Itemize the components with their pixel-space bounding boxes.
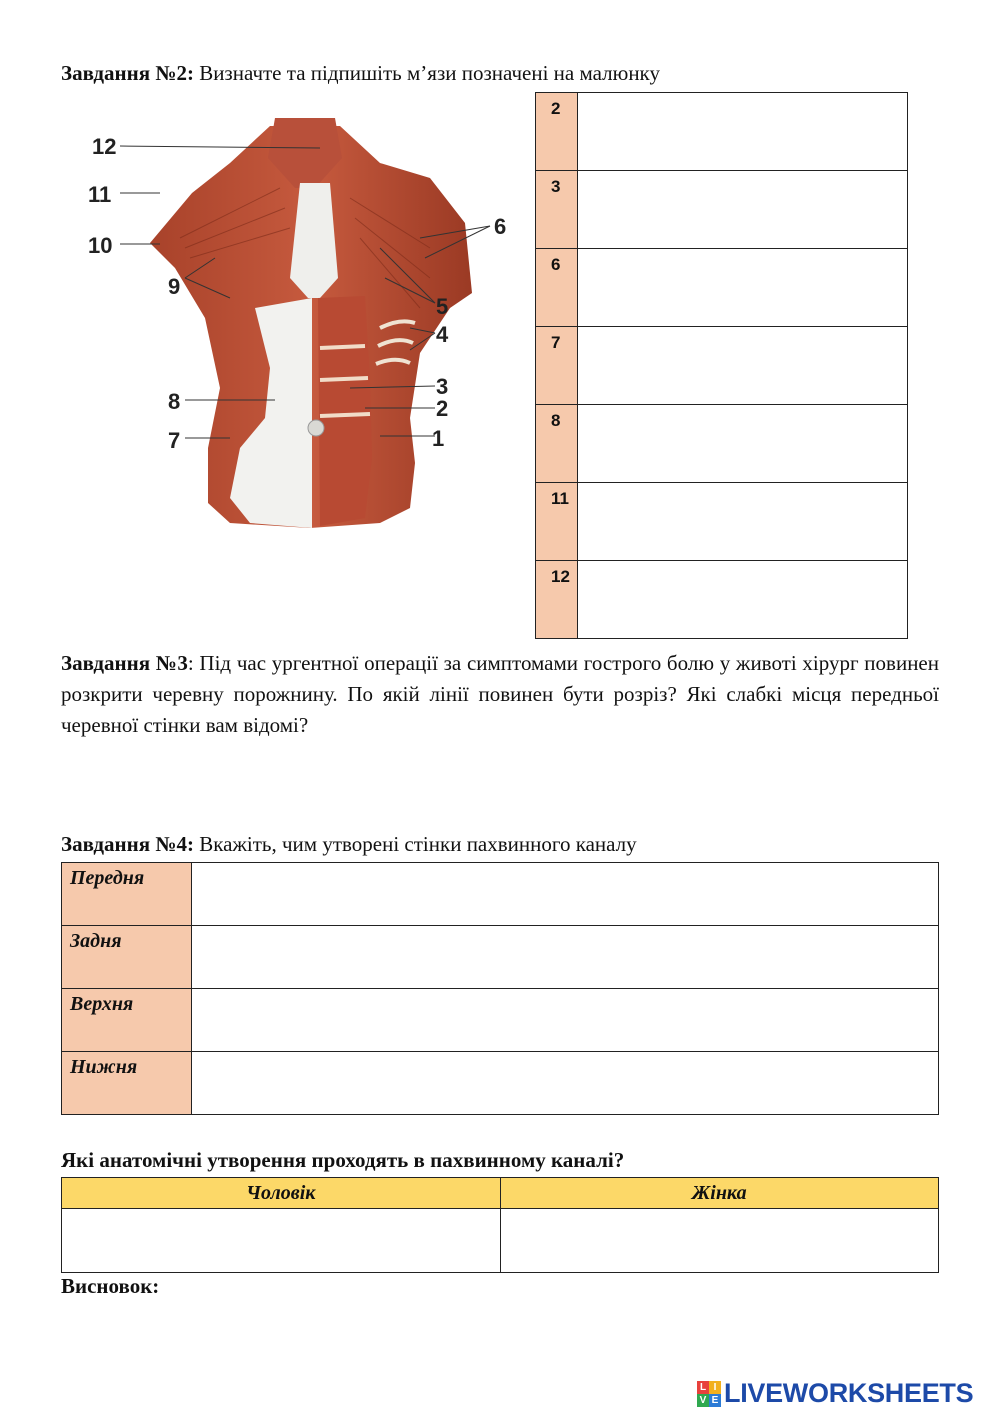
figure-label-9: 9: [168, 274, 181, 299]
table-row: [536, 483, 908, 561]
table-row: [536, 93, 908, 171]
muscle-answer-table: [535, 92, 908, 639]
table-row: [536, 405, 908, 483]
figure-label-10: 10: [88, 233, 113, 258]
table-row: [536, 561, 908, 639]
conclusion-label: Висновок:: [61, 1274, 160, 1298]
row-number: 7: [536, 327, 578, 405]
task3-paragraph: [61, 648, 939, 741]
wall-label: Нижня: [62, 1052, 192, 1115]
figure-label-1: 1: [432, 426, 445, 451]
task2-heading: [61, 58, 660, 89]
task2-title: Завдання №2:: [61, 61, 194, 85]
answer-cell[interactable]: [578, 561, 908, 639]
figure-label-11: 11: [88, 182, 112, 207]
female-answer-cell[interactable]: [500, 1209, 939, 1273]
inguinal-wall-table: [61, 862, 939, 1115]
wall-label: Верхня: [62, 989, 192, 1052]
logo-mark-letter: L: [697, 1381, 709, 1394]
task4-heading: [61, 829, 637, 860]
task4-title: Завдання №4:: [61, 832, 194, 856]
structures-table: [61, 1177, 939, 1273]
table-row: [536, 249, 908, 327]
figure-label-5: 5: [436, 294, 449, 319]
answer-cell[interactable]: [578, 93, 908, 171]
navel: [308, 420, 324, 436]
figure-label-12: 12: [92, 134, 117, 159]
answer-cell[interactable]: [578, 171, 908, 249]
structures-question: Які анатомічні утворення проходять в пахвинному каналі?: [61, 1148, 625, 1172]
torso-muscle-figure: [80, 118, 520, 538]
answer-cell[interactable]: [578, 249, 908, 327]
answer-cell[interactable]: [192, 926, 939, 989]
figure-label-7: 7: [168, 428, 181, 453]
column-male: Чоловік: [62, 1178, 501, 1209]
task3-text: : Під час ургентної операції за симптомами гострого болю у животі хірург повинен розкрити черевну порожнину. По якій лінії повинен бути розріз? Які слабкі місця передньої черевної стінки вам відомі?: [61, 651, 939, 737]
row-number: 2: [536, 93, 578, 171]
row-number: 6: [536, 249, 578, 327]
answer-cell[interactable]: [578, 483, 908, 561]
table-row: [62, 863, 939, 926]
figure-label-4: 4: [436, 322, 449, 347]
answer-cell[interactable]: [192, 1052, 939, 1115]
answer-cell[interactable]: [192, 989, 939, 1052]
column-female: Жінка: [500, 1178, 939, 1209]
table-row: [62, 989, 939, 1052]
answer-cell[interactable]: [192, 863, 939, 926]
wall-label: Передня: [62, 863, 192, 926]
answer-cell[interactable]: [578, 405, 908, 483]
task3-title: Завдання №3: [61, 651, 188, 675]
figure-label-3: 3: [436, 374, 449, 399]
figure-label-6: 6: [494, 214, 507, 239]
wall-label: Задня: [62, 926, 192, 989]
table-row: [62, 1052, 939, 1115]
figure-label-8: 8: [168, 389, 181, 414]
logo-text: LIVEWORKSHEETS: [724, 1378, 974, 1408]
table-row: [62, 926, 939, 989]
answer-cell[interactable]: [578, 327, 908, 405]
row-number: 8: [536, 405, 578, 483]
row-number: 3: [536, 171, 578, 249]
table-header-row: [62, 1178, 939, 1209]
table-row: [536, 171, 908, 249]
male-answer-cell[interactable]: [62, 1209, 501, 1273]
rectus-abdominis: [318, 296, 372, 526]
logo-mark-letter: V: [697, 1394, 709, 1407]
table-row: [62, 1209, 939, 1273]
liveworksheets-logo: [697, 1378, 973, 1409]
row-number: 11: [536, 483, 578, 561]
logo-mark-icon: [697, 1381, 721, 1407]
logo-mark-letter: E: [709, 1394, 721, 1407]
task2-text: Визначте та підпишіть м’язи позначені на малюнку: [193, 61, 660, 85]
logo-mark-letter: I: [709, 1381, 721, 1394]
row-number: 12: [536, 561, 578, 639]
table-row: [536, 327, 908, 405]
figure-label-2: 2: [436, 396, 449, 421]
task4-text: Вкажіть, чим утворені стінки пахвинного каналу: [193, 832, 637, 856]
